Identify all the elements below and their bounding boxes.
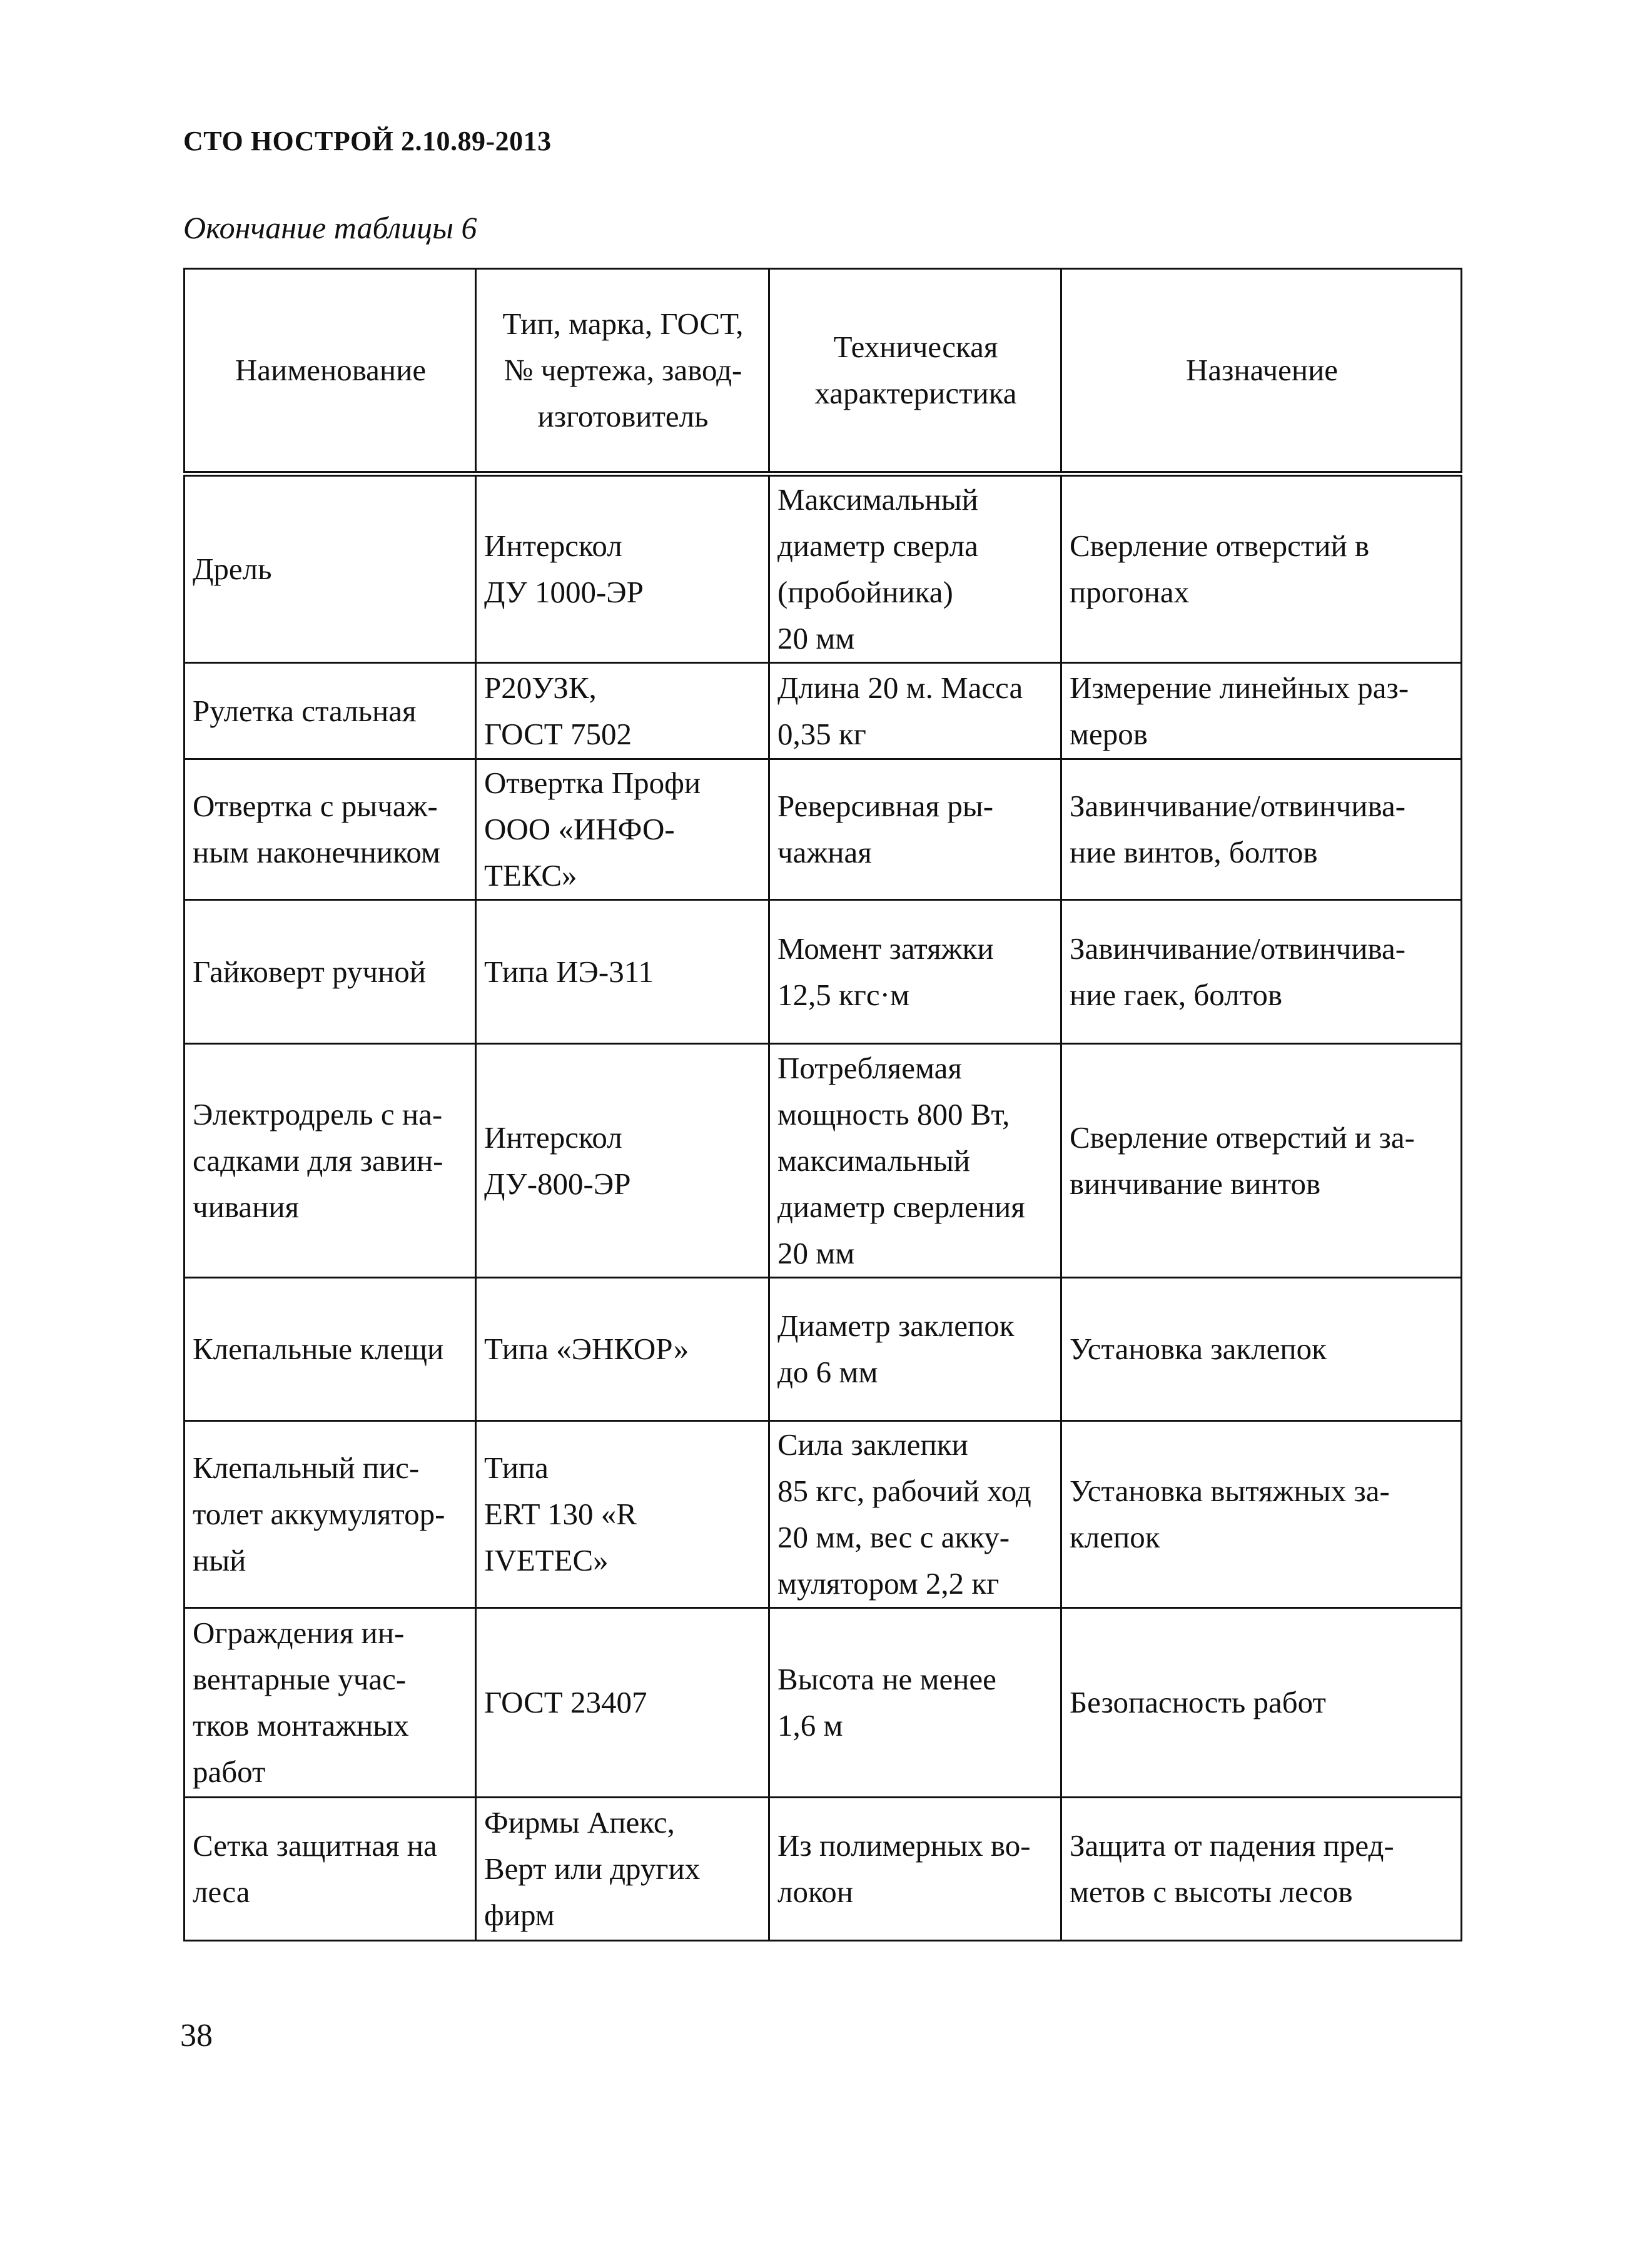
table-cell [476, 1044, 769, 1278]
cell-line: Фирмы Апекс, [484, 1805, 675, 1840]
table-cell [1061, 1798, 1462, 1941]
cell-line: Интерскол [484, 1120, 622, 1155]
cell-line: ГОСТ 7502 [484, 716, 632, 751]
cell-line: чажная [777, 835, 872, 869]
cell-line: Гайковерт ручной [193, 954, 426, 989]
cell-line: диаметр сверла [777, 529, 978, 563]
cell-line: Установка вытяжных за- [1070, 1474, 1390, 1508]
table-cell [1061, 759, 1462, 900]
table-cell [185, 1608, 476, 1798]
cell-line: толет аккумулятор- [193, 1497, 445, 1531]
cell-line: Измерение линейных раз- [1070, 670, 1409, 705]
cell-line: Типа «ЭНКОР» [484, 1332, 689, 1366]
table-row [185, 1044, 1462, 1278]
table-row [185, 474, 1462, 663]
table-cell [769, 1608, 1061, 1798]
cell-line: Реверсивная ры- [777, 789, 994, 823]
cell-line: Типа ИЭ-311 [484, 954, 654, 989]
page-number: 38 [180, 2018, 213, 2053]
cell-line: Момент затяжки [777, 931, 994, 966]
table-row [185, 1421, 1462, 1608]
header-line: изготовитель [537, 399, 709, 433]
table-cell [1061, 900, 1462, 1044]
cell-line: ООО «ИНФО- [484, 812, 675, 846]
table-row [185, 663, 1462, 759]
cell-line: до 6 мм [777, 1355, 878, 1389]
table-cell [1061, 1608, 1462, 1798]
cell-line: ГОСТ 23407 [484, 1685, 647, 1719]
table-cell [185, 1421, 476, 1608]
cell-line: Отвертка с рычаж- [193, 789, 438, 823]
header-line: Назначение [1185, 353, 1339, 387]
cell-line: Сила заклепки [777, 1427, 968, 1462]
table-cell [1061, 663, 1462, 759]
table-cell [476, 1608, 769, 1798]
cell-line: Безопасность работ [1070, 1685, 1326, 1719]
cell-line: фирм [484, 1898, 555, 1932]
table-cell [476, 900, 769, 1044]
table-row [185, 759, 1462, 900]
column-header-1 [185, 269, 476, 474]
table-row [185, 1798, 1462, 1941]
cell-line: локон [777, 1875, 853, 1909]
table-cell [185, 1044, 476, 1278]
table-cell [769, 1044, 1061, 1278]
cell-line: 12,5 кгс·м [777, 977, 909, 1012]
cell-line: максимальный [777, 1143, 970, 1178]
column-header-4 [1061, 269, 1462, 474]
cell-line: ние винтов, болтов [1070, 835, 1318, 869]
cell-line: Сверление отверстий и за- [1070, 1120, 1415, 1155]
cell-line: Клепальный пис- [193, 1450, 420, 1485]
cell-line: Рулетка стальная [193, 693, 417, 728]
cell-line: Р20УЗК, [484, 670, 597, 705]
cell-line: ный [193, 1543, 246, 1577]
header-line: Тип, марка, ГОСТ, [502, 306, 744, 341]
cell-line: Ограждения ин- [193, 1616, 405, 1650]
cell-line: тков монтажных [193, 1708, 409, 1743]
cell-line: Типа [484, 1450, 549, 1485]
cell-line: 20 мм, вес с акку- [777, 1520, 1010, 1554]
cell-line: диаметр сверления [777, 1189, 1025, 1224]
table-cell [769, 474, 1061, 663]
table-row [185, 1278, 1462, 1421]
table-row [185, 900, 1462, 1044]
table-header-row [185, 269, 1462, 474]
table-cell [1061, 474, 1462, 663]
table-cell [185, 759, 476, 900]
cell-line: садками для завин- [193, 1143, 443, 1178]
cell-line: Из полимерных во- [777, 1828, 1031, 1863]
cell-line: (пробойника) [777, 575, 953, 609]
document-code: СТО НОСТРОЙ 2.10.89-2013 [183, 126, 552, 156]
cell-line: 0,35 кг [777, 716, 866, 751]
cell-line: ДУ-800-ЭР [484, 1166, 631, 1201]
table-cell [1061, 1044, 1462, 1278]
cell-line: 20 мм [777, 1235, 855, 1270]
cell-line: Установка заклепок [1070, 1332, 1327, 1366]
cell-line: винчивание винтов [1070, 1166, 1321, 1201]
table-cell [769, 759, 1061, 900]
column-header-2 [476, 269, 769, 474]
cell-line: Интерскол [484, 529, 622, 563]
table-cell [476, 474, 769, 663]
cell-line: Потребляемая [777, 1050, 962, 1085]
header-line: характеристика [814, 376, 1017, 410]
cell-line: чивания [193, 1189, 300, 1224]
table-cell [769, 663, 1061, 759]
cell-line: 1,6 м [777, 1708, 843, 1743]
table-cell [476, 1798, 769, 1941]
cell-line: вентарные учас- [193, 1662, 407, 1696]
cell-line: Электродрель с на- [193, 1096, 443, 1131]
cell-line: прогонах [1070, 575, 1190, 609]
cell-line: мулятором 2,2 кг [777, 1566, 1000, 1601]
cell-line: Сетка защитная на [193, 1828, 437, 1863]
table-cell [1061, 1278, 1462, 1421]
table-cell [476, 1421, 769, 1608]
table-cell [769, 1798, 1061, 1941]
table-cell [769, 1278, 1061, 1421]
cell-line: Завинчивание/отвинчива- [1070, 789, 1406, 823]
table-cell [185, 663, 476, 759]
table-cell [185, 474, 476, 663]
column-header-3 [769, 269, 1061, 474]
table-cell [185, 1278, 476, 1421]
cell-line: Отвертка Профи [484, 766, 701, 800]
cell-line: ние гаек, болтов [1070, 977, 1282, 1012]
cell-line: 85 кгс, рабочий ход [777, 1474, 1031, 1508]
cell-line: Защита от падения пред- [1070, 1828, 1394, 1863]
header-line: Техническая [833, 330, 998, 364]
cell-line: ТЕКС» [484, 858, 577, 893]
header-line: № чертежа, завод- [504, 353, 742, 387]
table-cell [185, 900, 476, 1044]
table-cell [769, 900, 1061, 1044]
cell-line: метов с высоты лесов [1070, 1875, 1353, 1909]
cell-line: IVETEC» [484, 1543, 609, 1577]
table-caption: Окончание таблицы 6 [183, 210, 477, 245]
table-cell [476, 759, 769, 900]
cell-line: ДУ 1000-ЭР [484, 575, 644, 609]
table-cell [476, 1278, 769, 1421]
cell-line: Диаметр заклепок [777, 1309, 1015, 1343]
table-cell [476, 663, 769, 759]
header-line: Наименование [235, 353, 427, 387]
cell-line: Сверление отверстий в [1070, 529, 1370, 563]
table-row [185, 1608, 1462, 1798]
cell-line: леса [193, 1875, 250, 1909]
cell-line: Клепальные клещи [193, 1332, 444, 1366]
cell-line: клепок [1070, 1520, 1160, 1554]
cell-line: работ [193, 1754, 266, 1789]
cell-line: ным наконечником [193, 835, 440, 869]
cell-line: 20 мм [777, 621, 855, 656]
cell-line: Верт или других [484, 1851, 701, 1886]
cell-line: Максимальный [777, 482, 978, 517]
table-cell [1061, 1421, 1462, 1608]
table-cell [769, 1421, 1061, 1608]
cell-line: Длина 20 м. Масса [777, 670, 1023, 705]
equipment-table [183, 268, 1462, 1941]
cell-line: ERT 130 «R [484, 1497, 637, 1531]
cell-line: Дрель [193, 552, 272, 586]
table-cell [185, 1798, 476, 1941]
cell-line: Высота не менее [777, 1662, 996, 1696]
cell-line: мощность 800 Вт, [777, 1096, 1010, 1131]
cell-line: меров [1070, 716, 1148, 751]
cell-line: Завинчивание/отвинчива- [1070, 931, 1406, 966]
